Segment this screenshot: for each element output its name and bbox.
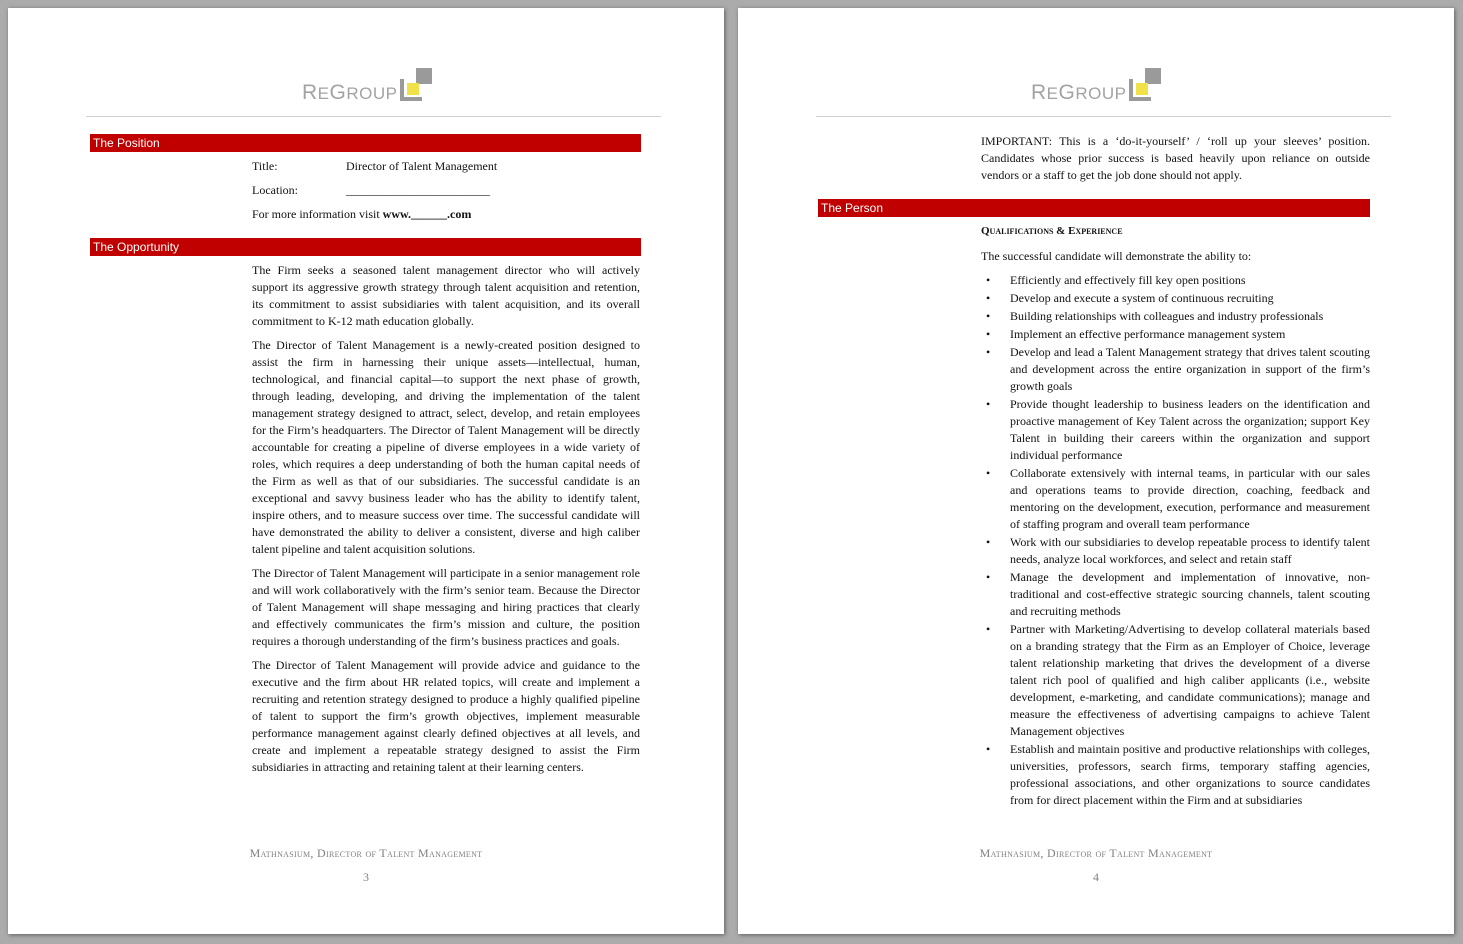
list-item: • Implement an effective performance management system [981, 326, 1370, 343]
page-footer [8, 846, 724, 861]
title-label: Title: [252, 159, 278, 173]
more-info-line [252, 206, 640, 223]
qualifications-list [981, 272, 1370, 809]
list-item: • Provide thought leadership to business leaders on the identification and proactive management of Key Talent across the organization; support Key Talent in building their careers within the organization and support individual performance [981, 396, 1370, 464]
more-info-link[interactable]: www.______.com [382, 207, 472, 221]
position-details [252, 158, 640, 223]
qualifications-heading [981, 223, 1370, 240]
document-page-3 [8, 8, 724, 934]
page-number: 3 [363, 870, 369, 884]
list-item: • Efficiently and effectively fill key open positions [981, 272, 1370, 289]
qualifications-intro: The successful candidate will demonstrate the ability to: [981, 249, 1252, 263]
header-rule [816, 116, 1391, 117]
page-number: 4 [1093, 870, 1099, 884]
section-bar-opportunity: The Opportunity [90, 238, 641, 256]
logo-squares-icon [400, 68, 432, 102]
regroup-logo [8, 68, 724, 108]
opportunity-paragraph: The Director of Talent Management is a newly-created position designed to assist the firm in harnessing their unique assets—intellectual, human, technological, and financial capital—to support the next phase of growth, through leading, developing, and driving the implementation of the talent management strategy designed to attract, select, develop, and retain employees for the Firm’s headquarters. The Director of Talent Management will be directly accountable for creating a pipeline of diverse employees in a wide variety of roles, which requires a deep understanding of both the human capital needs of the Firm as well as that of our subsidiaries. The successful candidate is an exceptional and savvy business leader who has the ability to identify talent, inspire others, and to measure success over time. The successful candidate will have demonstrated the ability to deliver a consistent, diverse and high caliber talent pipeline and talent acquisition solutions. [252, 338, 640, 556]
opportunity-paragraph: The Director of Talent Management will provide advice and guidance to the executive and the firm about HR related topics, will create and implement a recruiting and retention strategy designed to produce a highly qualified pipeline of talent to support the firm’s growth objectives, implement measurable performance management against clearly defined objectives at all levels, and create and implement a repeatable strategy designed to assist the Firm subsidiaries in attracting and retaining talent at their learning centers. [252, 658, 640, 774]
list-item: • Manage the development and implementation of innovative, non-traditional and cost-effective strategic sourcing channels, talent scouting and recruiting methods [981, 569, 1370, 620]
opportunity-paragraph: The Director of Talent Management will participate in a senior management role and will work collaboratively with the firm’s senior team. Because the Director of Talent Management will shape messaging and hiring practices that clearly and effectively communicates the firm’s mission and culture, the position requires a thorough understanding of the firm’s business practices and goals. [252, 566, 640, 648]
list-item: • Partner with Marketing/Advertising to develop collateral materials based on a branding strategy that the Firm as an Employer of Choice, leverage talent relationship marketing that drives the development of a diverse talent rich pool of qualified and high caliber applicants (i.e., website development, e-marketing, and candidate communications); manage and measure the effectiveness of advertising campaigns to achieve Talent Management objectives [981, 621, 1370, 740]
document-page-4 [738, 8, 1454, 934]
location-row [252, 182, 640, 206]
section-bar-person: The Person [818, 199, 1370, 217]
list-item: • Develop and lead a Talent Management strategy that drives talent scouting and development across the entire organization in support of the firm’s growth goals [981, 344, 1370, 395]
opportunity-paragraph: The Firm seeks a seasoned talent management director who will actively support its aggressive growth strategy through talent acquisition and retention, its commitment to assist subsidiaries with talent acquisition, and its overall commitment to K-12 math education globally. [252, 263, 640, 328]
more-info-prefix: For more information visit [252, 207, 383, 221]
title-value: Director of Talent Management [346, 159, 498, 173]
regroup-logo [738, 68, 1454, 108]
list-item: • Building relationships with colleagues and industry professionals [981, 308, 1370, 325]
section-bar-position: The Position [90, 134, 641, 152]
list-item: • Work with our subsidiaries to develop repeatable process to identify talent needs, analyze local workforces, and select and retain staff [981, 534, 1370, 568]
page-footer [738, 846, 1454, 861]
opportunity-body [252, 262, 640, 783]
logo-squares-icon [1129, 68, 1161, 102]
title-row [252, 158, 640, 182]
logo-wordmark: REGROUP [1031, 81, 1127, 104]
location-label: Location: [252, 183, 298, 197]
person-body [981, 223, 1370, 810]
qualifications-heading-text: Qualifications & Experience [981, 225, 1123, 237]
header-rule [86, 116, 661, 117]
list-item: • Establish and maintain positive and productive relationships with colleges, universities, professors, search firms, temporary staffing agencies, professional associations, and other organizations to source candidates from for direct placement within the Firm and at subsidiaries [981, 741, 1370, 809]
important-paragraph: IMPORTANT: This is a ‘do-it-yourself’ / ‘roll up your sleeves’ position. Candidates whose prior success is based heavily upon reliance on outside vendors or a staff to get the job done should not apply. [981, 134, 1370, 182]
important-notice [981, 133, 1370, 191]
footer-text: Mathnasium, Director of Talent Management [249, 846, 483, 860]
footer-text: Mathnasium, Director of Talent Management [979, 846, 1213, 860]
location-value: ________________________ [346, 183, 490, 197]
logo-wordmark: REGROUP [302, 81, 398, 104]
list-item: • Develop and execute a system of continuous recruiting [981, 290, 1370, 307]
list-item: • Collaborate extensively with internal teams, in particular with our sales and operations teams to provide direction, coaching, feedback and mentoring on the development, execution, performance and measurement of staffing program and overall team performance [981, 465, 1370, 533]
